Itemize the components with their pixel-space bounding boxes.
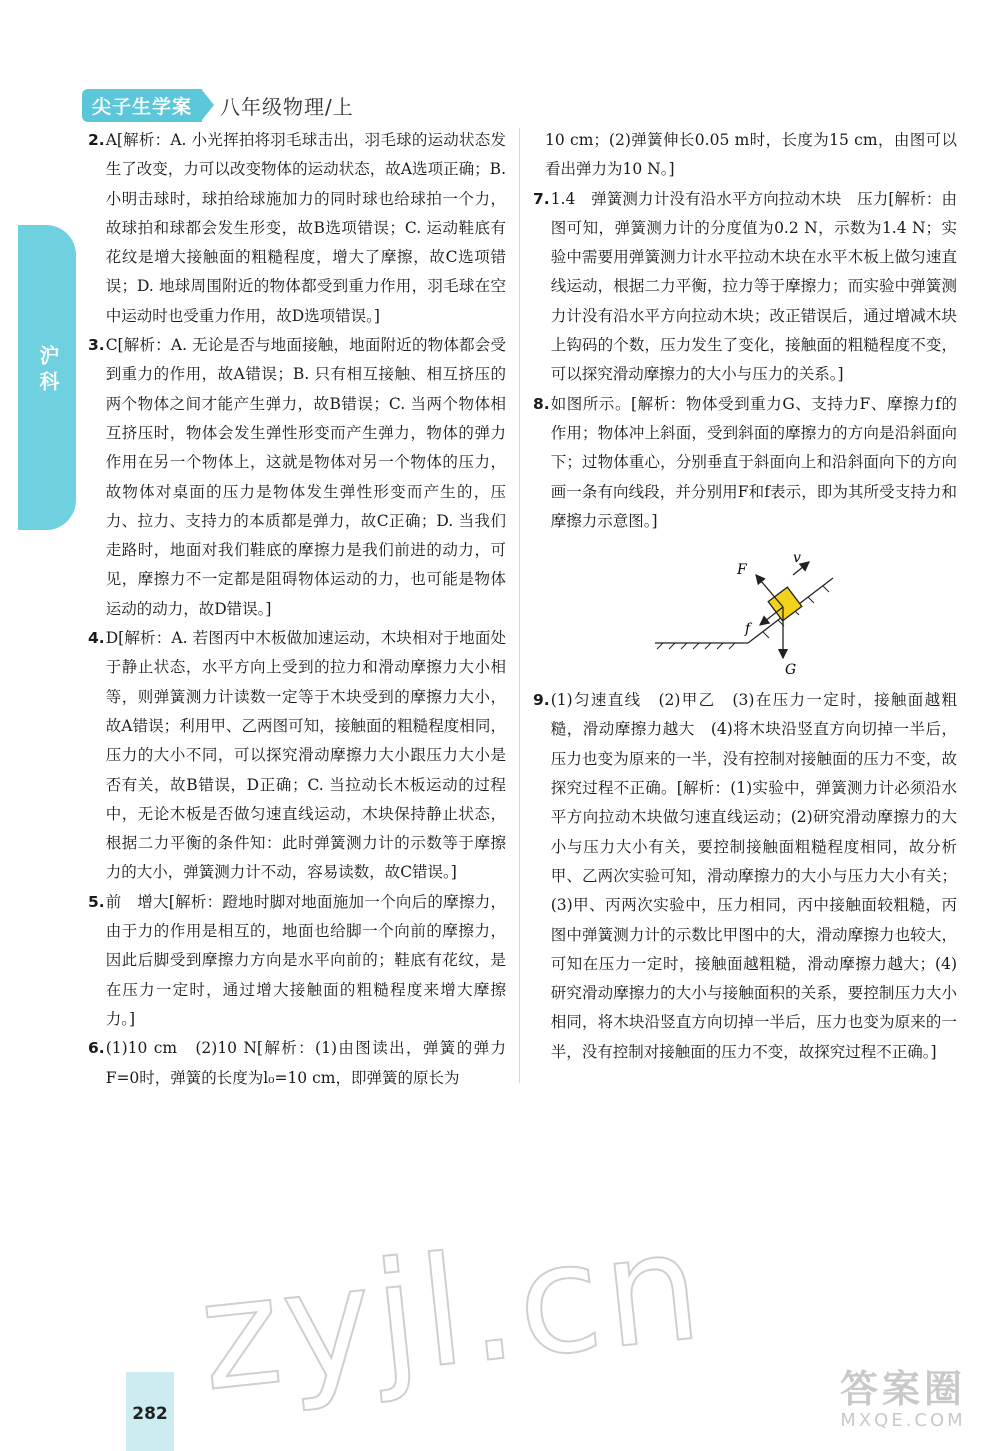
item-number: 9. (533, 691, 550, 710)
item-text: (1)10 cm (2)10 N[解析：(1)由图读出，弹簧的弹力F=0时，弹簧的长度为l₀=10 cm，即弹簧的原长为 (105, 1039, 506, 1087)
answer-item-4 (88, 624, 506, 888)
page-number: 282 (132, 1404, 168, 1424)
item-number: 7. (533, 189, 550, 208)
label-F: F (737, 562, 747, 579)
item-number: 8. (533, 394, 550, 413)
label-f: f (745, 621, 751, 638)
label-G: G (785, 662, 797, 677)
incline-diagram-svg (653, 540, 843, 676)
item-number: 4. (88, 629, 105, 648)
brand-logo: 尖子生学案 (82, 89, 202, 122)
block (768, 587, 802, 621)
answer-item-8 (533, 390, 957, 536)
label-v: v (793, 550, 801, 567)
ground-line (655, 643, 748, 649)
item-text: 如图所示。[解析：物体受到重力G、支持力F、摩擦力f的作用；物体冲上斜面，受到斜面的摩擦力的方向是沿斜面向下；过物体重心，分别垂直于斜面向上和沿斜面向下的方向画一条有向线段，并分别用F和f表示，即为其所受支持力和摩擦力示意图。] (550, 394, 957, 530)
right-column (533, 126, 957, 1067)
item-text: 前 增大[解析：蹬地时脚对地面施加一个向后的摩擦力，由于力的作用是相互的，地面也给脚一个向前的摩擦力，因此后脚受到摩擦力方向是水平向前的；鞋底有花纹，是在压力一定时，通过增大接触面的粗糙程度来增大摩擦力。] (105, 892, 506, 1028)
item-number: 5. (88, 892, 105, 911)
item-text: D[解析：A. 若图丙中木板做加速运动，木块相对于地面处于静止状态，水平方向上受到的拉力和滑动摩擦力大小相等，则弹簧测力计读数一定等于木块受到的摩擦力大小，故A错误；利用甲、乙两图可知，接触面的粗糙程度相同，压力的大小不同，可以探究滑动摩擦力大小跟压力大小是否有关，故B错误，D正确；C. 当拉动长木板运动的过程中，无论木板是否做匀速直线运动，木块保持静止状态，根据二力平衡的条件知：此时弹簧测力计的示数等于摩擦力的大小，弹簧测力计不动，容易读数，故C错误。] (105, 629, 506, 882)
watermark-text: zyjl.cn (192, 1199, 712, 1425)
item-number: 2. (88, 131, 105, 149)
site-stamp (818, 1368, 988, 1438)
continued-text: 10 cm；(2)弹簧伸长0.05 m时，长度为15 cm，由图可以看出弹力为10 N。] (545, 131, 957, 179)
item-text: (1)匀速直线 (2)甲乙 (3)在压力一定时，接触面越粗糙，滑动摩擦力越大 (4)将木块沿竖直方向切掉一半后，压力也变为原来的一半，没有控制对接触面的压力不变，故探究过程不正确。[解析：(1)实验中，弹簧测力计必须沿水平方向拉动木块做匀速直线运动；(2)研究滑动摩擦力的大小与压力大小有关，要控制接触面粗糙程度相同，故分析甲、乙两次实验可知，滑动摩擦力的大小与压力大小有关；(3)甲、丙两次实验中，压力相同，丙中接触面较粗糙，丙图中弹簧测力计的示数比甲图中的大，滑动摩擦力也较大，可知在压力一定时，接触面越粗糙，滑动摩擦力越大；(4)研究滑动摩擦力的大小与接触面积的关系，要控制压力大小相同，将木块沿竖直方向切掉一半后，压力也变为原来的一半，没有控制对接触面的压力不变，故探究过程不正确。] (550, 691, 957, 1061)
answer-item-6 (88, 1034, 506, 1093)
answer-item-9 (533, 686, 957, 1067)
side-tab-label: 沪科 (36, 345, 60, 397)
brand-arrow (202, 90, 214, 120)
force-diagram (533, 540, 957, 680)
stamp-url: MXQE.COM (840, 1410, 966, 1431)
item-text: C[解析：A. 无论是否与地面接触，地面附近的物体都会受到重力的作用，故A错误；B. 只有相互接触、相互挤压的两个物体之间才能产生弹力，故B错误；C. 当两个物体相互挤压时，物体会发生弹性形变而产生弹力，物体的弹力作用在另一个物体上，这就是物体对另一个物体的压力，故物体对桌面的压力是物体发生弹性形变而产生的，压力、拉力、支持力的本质都是弹力，故C正确；D. 当我们走路时，地面对我们鞋底的摩擦力是我们前进的动力，可见，摩擦力不一定都是阻碍物体运动的力，也可能是物体运动的动力，故D错误。] (105, 336, 506, 618)
page-header (82, 88, 354, 122)
item-number: 3. (88, 336, 105, 355)
stamp-title: 答案圈 (839, 1367, 966, 1411)
answer-item-7 (533, 185, 957, 390)
answer-item-5 (88, 888, 506, 1034)
answer-item-2 (88, 126, 506, 331)
book-subtitle: 八年级物理/上 (220, 94, 354, 119)
item-text: A[解析：A. 小光挥拍将羽毛球击出，羽毛球的运动状态发生了改变，力可以改变物体的运动状态，故A选项正确；B. 小明击球时，球拍给球施加力的同时球也给球拍一个力，故球拍和球都会发生形变，故B选项错误；C. 运动鞋底有花纹是增大接触面的粗糙程度，增大了摩擦，故C选项错误；D. 地球周围附近的物体都受到重力作用，羽毛球在空中运动时也受重力作用，故D选项错误。] (105, 131, 506, 325)
left-column (88, 126, 506, 1093)
answer-item-3 (88, 331, 506, 624)
column-divider (519, 128, 520, 1083)
item-number: 6. (88, 1039, 105, 1058)
item-text: 1.4 弹簧测力计没有沿水平方向拉动木块 压力[解析：由图可知，弹簧测力计的分度值为0.2 N，示数为1.4 N；实验中需要用弹簧测力计水平拉动木块在水平木板上做匀速直线运动，根据二力平衡，拉力等于摩擦力；而实验中弹簧测力计没有沿水平方向拉动木块；改正错误后，通过增减木块上钩码的个数，压力发生了变化，接触面的粗糙程度不变，可以探究滑动摩擦力的大小与压力的关系。] (550, 189, 957, 384)
